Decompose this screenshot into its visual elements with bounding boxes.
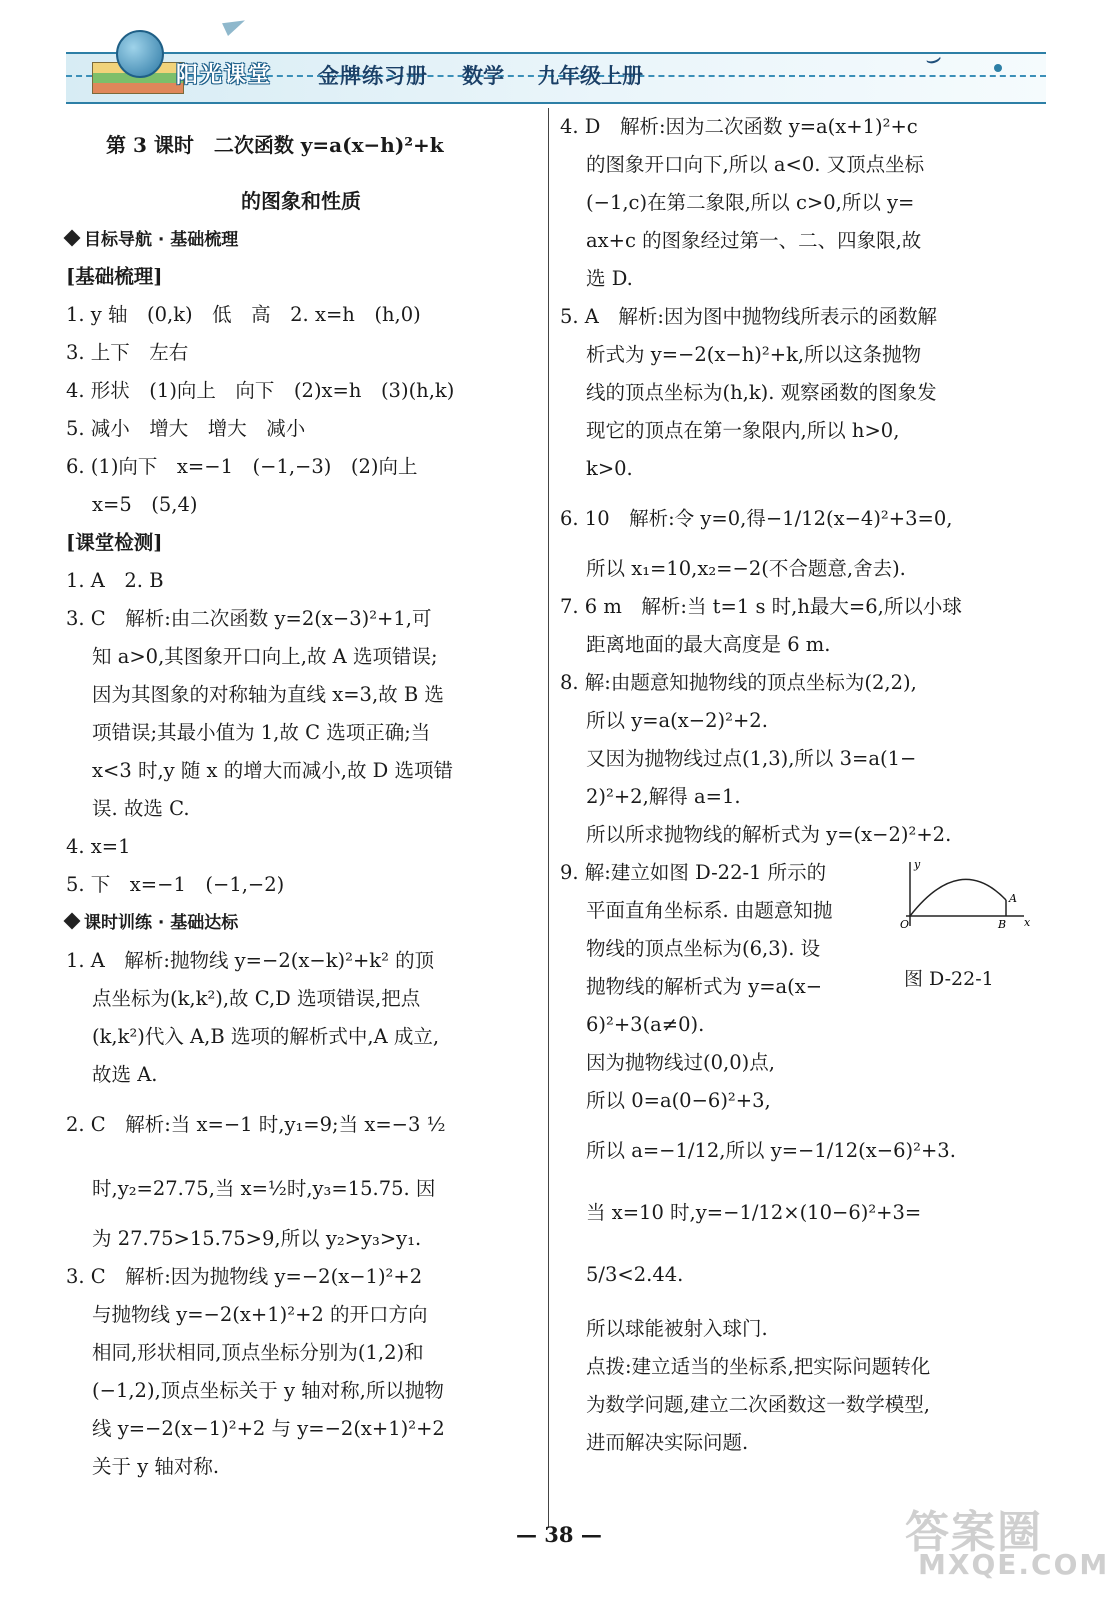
series-title: 阳光课堂 bbox=[176, 63, 273, 88]
answer-line: 进而解决实际问题. bbox=[586, 1431, 749, 1454]
lesson-title-line2: 的图象和性质 bbox=[241, 189, 361, 213]
answer-line: x=5 (5,4) bbox=[92, 493, 198, 516]
subheading-class-check: [课堂检测] bbox=[66, 531, 163, 554]
answer-line: 5. 减小 增大 增大 减小 bbox=[66, 417, 306, 440]
answer-line: 所以所求抛物线的解析式为 y=(x−2)²+2. bbox=[586, 823, 952, 846]
answer-line: 所以 y=a(x−2)²+2. bbox=[586, 709, 768, 732]
lesson-title: 第 3 课时 二次函数 y=a(x−h)²+k bbox=[106, 133, 444, 157]
answer-line: 8. 解:由题意知抛物线的顶点坐标为(2,2), bbox=[560, 671, 917, 694]
answer-line: 因为其图象的对称轴为直线 x=3,故 B 选 bbox=[92, 683, 444, 706]
page-number: — 38 — bbox=[516, 1522, 602, 1547]
answer-line: 当 x=10 时,y=−1/12×(10−6)²+3= bbox=[586, 1201, 922, 1224]
answer-line: (−1,2),顶点坐标关于 y 轴对称,所以抛物 bbox=[92, 1379, 444, 1402]
answer-line: 关于 y 轴对称. bbox=[92, 1455, 220, 1478]
answer-line: 2. C 解析:当 x=−1 时,y₁=9;当 x=−3 ½ bbox=[66, 1113, 446, 1136]
answer-line: 故选 A. bbox=[92, 1063, 158, 1086]
bird-icon: ⌣ bbox=[921, 42, 946, 76]
subheading-basics: [基础梳理] bbox=[66, 265, 163, 288]
answer-line: 4. D 解析:因为二次函数 y=a(x+1)²+c bbox=[560, 115, 918, 138]
answer-line: 3. C 解析:由二次函数 y=2(x−3)²+1,可 bbox=[66, 607, 432, 630]
answer-line: (k,k²)代入 A,B 选项的解析式中,A 成立, bbox=[92, 1025, 440, 1048]
diamond-icon bbox=[64, 230, 81, 247]
answer-line: 3. 上下 左右 bbox=[66, 341, 189, 364]
answer-line: 相同,形状相同,顶点坐标分别为(1,2)和 bbox=[92, 1341, 424, 1364]
figure-caption: 图 D-22-1 bbox=[904, 968, 994, 990]
x-axis-label: x bbox=[1024, 916, 1031, 929]
answer-line: 1. A 解析:抛物线 y=−2(x−k)²+k² 的顶 bbox=[66, 949, 435, 972]
y-axis-label: y bbox=[914, 858, 921, 871]
point-a-label: A bbox=[1009, 892, 1017, 905]
answer-line: 距离地面的最大高度是 6 m. bbox=[586, 633, 831, 656]
column-divider bbox=[548, 108, 549, 1528]
answer-line: 所以 a=−1/12,所以 y=−1/12(x−6)²+3. bbox=[586, 1139, 956, 1162]
globe-icon bbox=[116, 30, 164, 78]
grade-label: 九年级上册 bbox=[538, 64, 643, 88]
answer-line: 误. 故选 C. bbox=[92, 797, 190, 820]
diamond-icon bbox=[64, 913, 81, 930]
answer-line: 6)²+3(a≠0). bbox=[586, 1013, 705, 1036]
answer-line: 与抛物线 y=−2(x+1)²+2 的开口方向 bbox=[92, 1303, 428, 1326]
answer-line: 点拨:建立适当的坐标系,把实际问题转化 bbox=[586, 1355, 931, 1378]
answer-line: 所以 x₁=10,x₂=−2(不合题意,舍去). bbox=[586, 557, 906, 580]
paper-plane-icon bbox=[222, 14, 248, 36]
answer-line: 5/3<2.44. bbox=[586, 1263, 684, 1286]
section-heading-practice bbox=[66, 910, 238, 936]
answer-line: 因为抛物线过(0,0)点, bbox=[586, 1051, 775, 1074]
answer-line: 6. (1)向下 x=−1 (−1,−3) (2)向上 bbox=[66, 455, 418, 478]
answer-line: (−1,c)在第二象限,所以 c>0,所以 y= bbox=[586, 191, 915, 214]
answer-line: 时,y₂=27.75,当 x=½时,y₃=15.75. 因 bbox=[92, 1177, 436, 1200]
answer-line: 为数学问题,建立二次函数这一数学模型, bbox=[586, 1393, 930, 1416]
answer-line: 点坐标为(k,k²),故 C,D 选项错误,把点 bbox=[92, 987, 421, 1010]
answer-line: 现它的顶点在第一象限内,所以 h>0, bbox=[586, 419, 900, 442]
answer-line: 7. 6 m 解析:当 t=1 s 时,h最大=6,所以小球 bbox=[560, 595, 962, 618]
answer-line: 4. 形状 (1)向上 向下 (2)x=h (3)(h,k) bbox=[66, 379, 455, 402]
answer-line: 的图象开口向下,所以 a<0. 又顶点坐标 bbox=[586, 153, 925, 176]
answer-line: 析式为 y=−2(x−h)²+k,所以这条抛物 bbox=[586, 343, 922, 366]
header-dot bbox=[994, 64, 1002, 72]
answer-line: 所以 0=a(0−6)²+3, bbox=[586, 1089, 771, 1112]
answer-line: 3. C 解析:因为抛物线 y=−2(x−1)²+2 bbox=[66, 1265, 423, 1288]
answer-line: 4. x=1 bbox=[66, 835, 131, 858]
section-heading-text: 目标导航 · 基础梳理 bbox=[84, 230, 239, 250]
subject-label: 数学 bbox=[462, 64, 504, 88]
answer-line: 2)²+2,解得 a=1. bbox=[586, 785, 741, 808]
answer-line: 项错误;其最小值为 1,故 C 选项正确;当 bbox=[92, 721, 431, 744]
book-title: 金牌练习册 bbox=[318, 64, 428, 88]
answer-line: 9. 解:建立如图 D-22-1 所示的 bbox=[560, 861, 827, 884]
answer-line: k>0. bbox=[586, 457, 633, 480]
answer-line: 为 27.75>15.75>9,所以 y₂>y₃>y₁. bbox=[92, 1227, 422, 1250]
answer-line: 1. A 2. B bbox=[66, 569, 164, 592]
answer-line: 所以球能被射入球门. bbox=[586, 1317, 768, 1340]
answer-line: 又因为抛物线过点(1,3),所以 3=a(1− bbox=[586, 747, 917, 770]
watermark-logo: 答案圈 bbox=[905, 1507, 1043, 1558]
origin-label: O bbox=[900, 918, 910, 930]
answer-line: 1. y 轴 (0,k) 低 高 2. x=h (h,0) bbox=[66, 303, 421, 326]
section-heading-goals bbox=[66, 227, 238, 253]
answer-line: 选 D. bbox=[586, 267, 633, 290]
answer-line: 6. 10 解析:令 y=0,得−1/12(x−4)²+3=0, bbox=[560, 507, 953, 530]
answer-line: 线 y=−2(x−1)²+2 与 y=−2(x+1)²+2 bbox=[92, 1417, 445, 1440]
point-b-label: B bbox=[998, 918, 1007, 930]
section-heading-text: 课时训练 · 基础达标 bbox=[84, 913, 239, 933]
watermark-url: MXQE.COM bbox=[918, 1548, 1110, 1581]
parabola-curve bbox=[910, 879, 1006, 916]
answer-line: 物线的顶点坐标为(6,3). 设 bbox=[586, 937, 821, 960]
answer-line: 5. A 解析:因为图中抛物线所表示的函数解 bbox=[560, 305, 937, 328]
answer-line: 线的顶点坐标为(h,k). 观察函数的图象发 bbox=[586, 381, 937, 404]
answer-line: 平面直角坐标系. 由题意知抛 bbox=[586, 899, 833, 922]
answer-line: 5. 下 x=−1 (−1,−2) bbox=[66, 873, 285, 896]
answer-line: ax+c 的图象经过第一、二、四象限,故 bbox=[586, 229, 922, 252]
answer-line: 抛物线的解析式为 y=a(x− bbox=[586, 975, 823, 998]
answer-line: x<3 时,y 随 x 的增大而减小,故 D 选项错 bbox=[92, 759, 453, 782]
parabola-figure bbox=[896, 858, 1036, 930]
answer-line: 知 a>0,其图象开口向上,故 A 选项错误; bbox=[92, 645, 438, 668]
